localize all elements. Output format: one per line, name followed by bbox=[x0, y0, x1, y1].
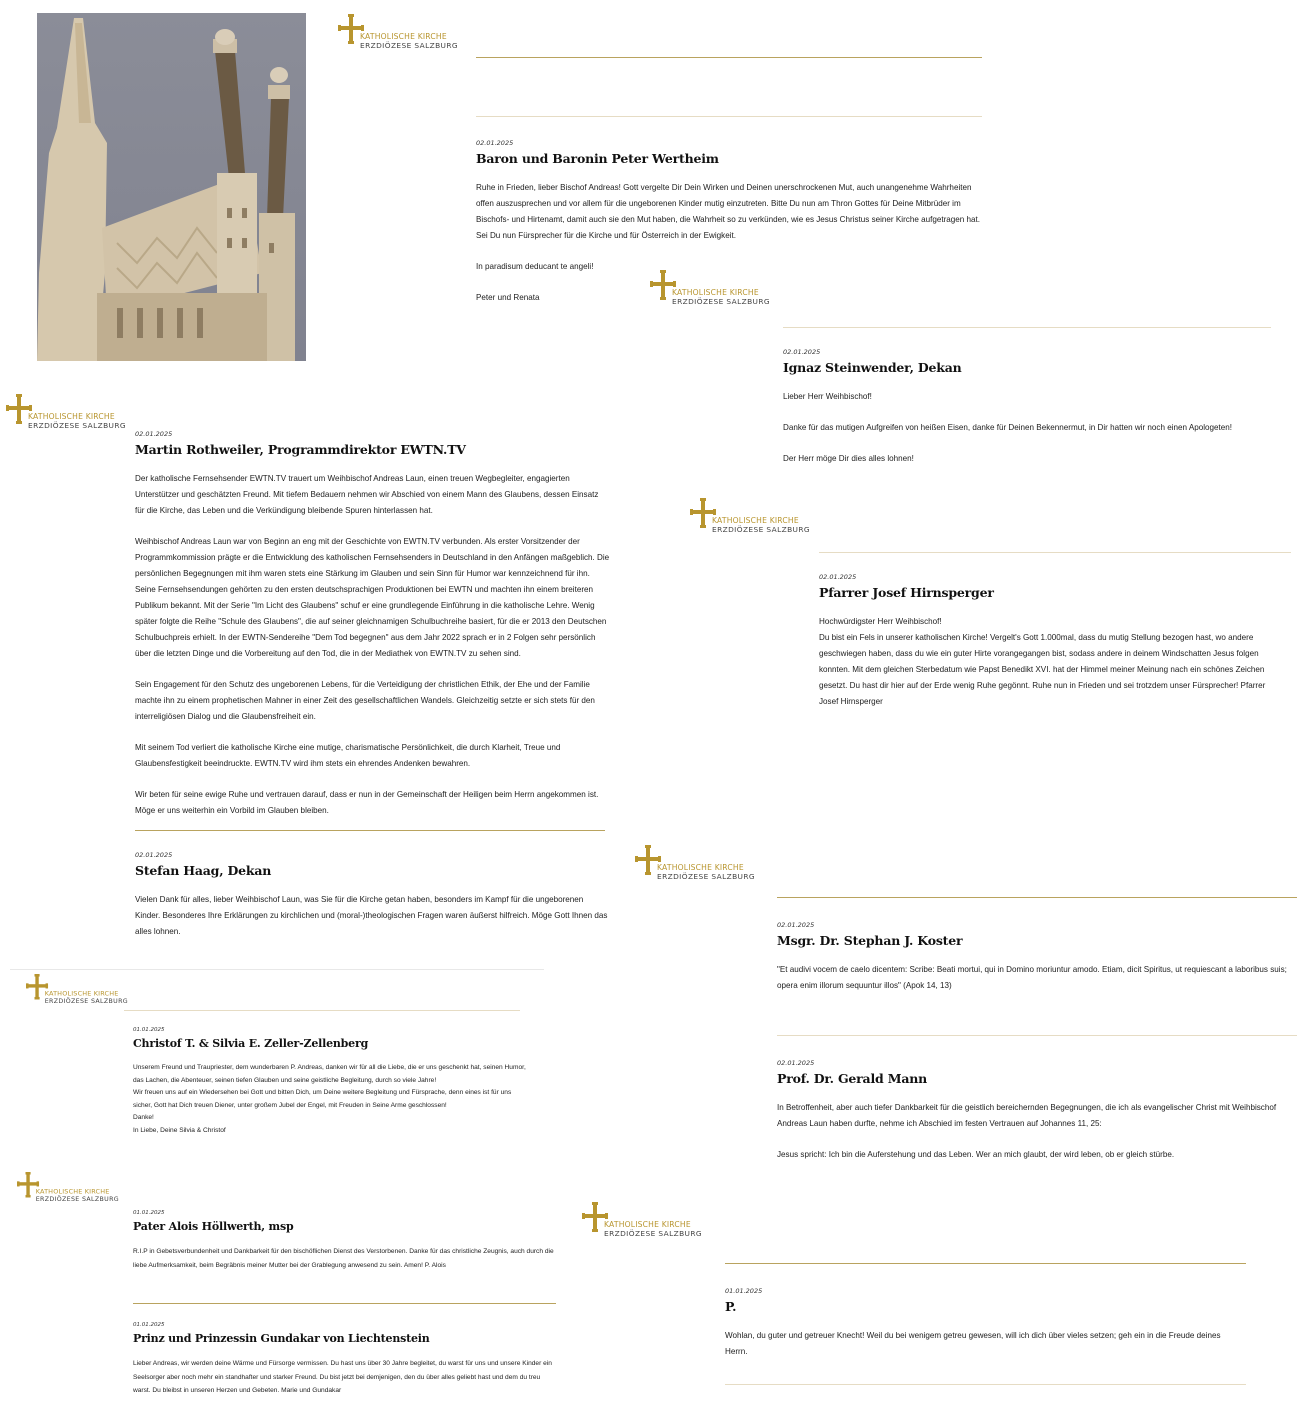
condolence-entry bbox=[783, 348, 1293, 467]
entry-text: Danke für das mutigen Aufgreifen von heißen Eisen, danke für Deinen Bekennermut, in Dir hatten wir noch einen Apologeten! bbox=[783, 423, 1233, 432]
divider bbox=[124, 1010, 520, 1011]
entry-date: 01.01.2025 bbox=[133, 1027, 165, 1033]
entry-text: Lieber Andreas, wir werden deine Wärme und Fürsorge vermissen. Du hast uns über 30 Jahre begleitet, du warst für uns und unsere Kinder ein Seelsorger aber noch mehr ein standhafter und starker Freund. Du bist jetzt bei demjenigen, den du über alles geliebt hast und dem du treu warst. Du bleibst in unseren Herzen und Gebeten. Marie und Gundakar bbox=[133, 1360, 552, 1394]
entry-text: Weihbischof Andreas Laun war von Beginn an eng mit der Geschichte von EWTN.TV verbunden. Als erster Vorsitzender der Programmkommission prägte er die Entwicklung des katholischen Fernsehsenders in Deutschland in den Anfängen maßgeblich. Die persönlichen Begegnungen mit ihm waren stets eine Stärkung im Glauben und sein Sinn für Humor war kennzeichnend für ihn. Seine Fernsehsendungen gehörten zu den ersten deutschsprachigen Produktionen bei EWTN und machten ihn einem breiteren Publikum bekannt. Mit der Serie "Im Licht des Glaubens" schuf er eine grundlegende Einführung in die katholische Lehre. Wenig später folgte die Reihe "Schule des Glaubens", die auf seiner gleichnamigen Schulbuchreihe basiert, für die er 2013 den Deutschen Schulbuchpreis erhielt. In der EWTN-Sendereihe "Dem Tod begegnen" aus dem Jahr 2022 sprach er in 2 Folgen sehr persönlich über die letzten Dinge und die Vorbereitung auf den Tod, die in der Mediathek von EWTN.TV zu sehen sind. bbox=[135, 537, 610, 658]
condolence-entry bbox=[133, 1210, 558, 1272]
condolence-entry bbox=[133, 1027, 528, 1137]
entry-author: Prof. Dr. Gerald Mann bbox=[777, 1071, 928, 1086]
brand-line-2: ERZDIÖZESE SALZBURG bbox=[360, 41, 459, 50]
brand-line-2: ERZDIÖZESE SALZBURG bbox=[28, 421, 127, 430]
entry-date: 02.01.2025 bbox=[777, 1059, 815, 1067]
entry-text: In Betroffenheit, aber auch tiefer Dankbarkeit für die geistlich bereichernden Begegnungen, die ich als evangelischer Christ mit Weihbischof Andreas Laun haben durfte, nehme ich Abschied im festen Vertrauen auf Johannes 11, 25: bbox=[777, 1103, 1277, 1128]
entry-text: Wohlan, du guter und getreuer Knecht! Weil du bei wenigem getreu gewesen, will ich dich über vieles setzen; geh ein in die Freude deines Herrn. bbox=[725, 1331, 1221, 1356]
brand-logo bbox=[338, 14, 459, 54]
entry-text: Der Herr möge Dir dies alles lohnen! bbox=[783, 454, 914, 463]
divider bbox=[476, 57, 982, 58]
entry-date: 02.01.2025 bbox=[476, 139, 514, 147]
brand-line-2: ERZDIÖZESE SALZBURG bbox=[604, 1229, 703, 1238]
divider bbox=[10, 969, 544, 970]
entry-text: Jesus spricht: Ich bin die Auferstehung und das Leben. Wer an mich glaubt, der wird leben, ob er gleich stürbe. bbox=[777, 1150, 1175, 1159]
entry-date: 01.01.2025 bbox=[725, 1287, 763, 1295]
entry-author: Pfarrer Josef Hirnsperger bbox=[819, 585, 994, 600]
entry-text: Der katholische Fernsehsender EWTN.TV trauert um Weihbischof Andreas Laun, einen treuen Wegbegleiter, engagierten Unterstützer und geschätzten Freund. Mit tiefem Bedauern nehmen wir Abschied von einem Mann des Glaubens, dessen Einsatz für die Kirche, das Leben und die Verkündigung bleibende Spuren hinterlassen hat. bbox=[135, 474, 599, 515]
divider bbox=[725, 1384, 1246, 1385]
entry-text: Lieber Herr Weihbischof! bbox=[783, 392, 872, 401]
entry-author: P. bbox=[725, 1299, 737, 1314]
cathedral-image bbox=[37, 13, 306, 361]
divider bbox=[783, 327, 1271, 328]
entry-text: Vielen Dank für alles, lieber Weihbischof Laun, was Sie für die Kirche getan haben, besonders im Kampf für die ungeborenen Kinder. Besonderes Ihre Erklärungen zu kirchlichen und (moral-)theologischen Fragen waren äußerst hilfreich. Möge Gott Ihnen das alles lohnen. bbox=[135, 895, 608, 936]
entry-date: 02.01.2025 bbox=[783, 348, 821, 356]
divider bbox=[133, 1303, 556, 1304]
entry-text: In paradisum deducant te angeli! bbox=[476, 262, 594, 271]
condolence-entry bbox=[135, 430, 610, 819]
brand-line-2: ERZDIÖZESE SALZBURG bbox=[672, 297, 771, 306]
divider bbox=[819, 552, 1291, 553]
entry-text: Mit seinem Tod verliert die katholische Kirche eine mutige, charismatische Persönlichkeit, die durch Klarheit, Treue und Glaubensfestigkeit beeindruckte. EWTN.TV wird ihm stets ein ehrendes Andenken bewahren. bbox=[135, 743, 561, 768]
entry-text: Sein Engagement für den Schutz des ungeborenen Lebens, für die Verteidigung der christlichen Ethik, der Ehe und der Familie machte ihn zu einem prophetischen Mahner in einer Zeit des gesellschaftlichen Wandels. Gleichzeitig setzte er sich stets für den interreligiösen Dialog und die Glaubensfreiheit ein. bbox=[135, 680, 595, 721]
brand-line-1: KATHOLISCHE KIRCHE bbox=[604, 1220, 691, 1229]
condolence-entry bbox=[476, 139, 986, 306]
entry-author: Ignaz Steinwender, Dekan bbox=[783, 360, 962, 375]
brand-logo bbox=[635, 845, 756, 885]
brand-logo bbox=[582, 1202, 703, 1242]
entry-author: Stefan Haag, Dekan bbox=[135, 863, 272, 878]
brand-logo bbox=[690, 498, 811, 538]
condolence-entry bbox=[777, 1059, 1299, 1163]
condolence-entry bbox=[725, 1287, 1240, 1360]
entry-date: 02.01.2025 bbox=[135, 851, 173, 859]
condolence-entry bbox=[135, 851, 610, 940]
brand-logo bbox=[6, 394, 127, 434]
entry-author: Martin Rothweiler, Programmdirektor EWTN.TV bbox=[135, 442, 466, 457]
divider bbox=[777, 897, 1297, 898]
cathedral-photo bbox=[37, 13, 306, 361]
entry-author: Christof T. & Silvia E. Zeller-Zellenberg bbox=[133, 1037, 369, 1050]
divider bbox=[135, 830, 605, 831]
divider bbox=[476, 116, 982, 117]
brand-line-1: KATHOLISCHE KIRCHE bbox=[35, 1187, 110, 1195]
entry-text: R.I.P in Gebetsverbundenheit und Dankbarkeit für den bischöflichen Dienst des Verstorbenen. Danke für das christliche Zeugnis, auch durch die liebe Aufmerksamkeit, beim Begräbnis meiner Mutter bei der Grablegung anwesend zu sein. Amen! P. Alois bbox=[133, 1248, 554, 1269]
brand-line-2: ERZDIÖZESE SALZBURG bbox=[44, 996, 129, 1005]
entry-author: Pater Alois Höllwerth, msp bbox=[133, 1220, 294, 1233]
entry-date: 01.01.2025 bbox=[133, 1210, 165, 1216]
entry-text: Ruhe in Frieden, lieber Bischof Andreas! Gott vergelte Dir Dein Wirken und Deinen unerschrockenen Mut, auch unangenehme Wahrheiten offen auszusprechen und vor allem für die ungeborenen Kinder mutig einzutreten. Bitte Du nun am Thron Gottes für Deine Mitbrüder im Bischofs- und Hirtenamt, damit auch sie den Mut haben, die Wahrheit so zu verkünden, wie es Jesus Christus seiner Kirche aufgetragen hat. Sei Du nun Fürsprecher für die Kirche und für Österreich in der Ewigkeit. bbox=[476, 183, 981, 240]
brand-logo bbox=[26, 974, 129, 1008]
entry-text: Unserem Freund und Traupriester, dem wunderbaren P. Andreas, danken wir für all die Liebe, die er uns geschenkt hat, seinen Humor, das Lachen, die Abenteuer, seinen tiefen Glauben und seine geistliche Begleitung, durch so viele Jahre! Wir freuen uns auf ein Wiedersehen bei Gott und bitten Dich, um Deine weitere Begleitung und Fürsprache, denn eines ist für uns sicher, Gott hat Dich treuen Diener, unter großem Jubel der Engel, mit Freuden in Seine Arme geschlossen! Danke! In Liebe, Deine Silvia & Christof bbox=[133, 1064, 526, 1134]
condolence-entry bbox=[819, 573, 1281, 710]
entry-author: Prinz und Prinzessin Gundakar von Liechtenstein bbox=[133, 1332, 430, 1345]
brand-line-1: KATHOLISCHE KIRCHE bbox=[360, 32, 447, 41]
entry-text: Hochwürdigster Herr Weihbischof! Du bist ein Fels in unserer katholischen Kirche! Vergelt's Gott 1.000mal, dass du mutig Stellung bezogen hast, wo andere geschwiegen haben, dass du wie ein guter Hirte vorangegangen bist, sodass andere in deinem Windschatten Jesus folgen konnten. Mit dem gleichen Sterbedatum wie Papst Benedikt XVI. hat der Himmel meiner Meinung nach ein schönes Zeichen gesetzt. Du hast dir hier auf der Erde wenig Ruhe gegönnt. Ruhe nun in Frieden und sei trotzdem unser Fürsprecher! Pfarrer Josef Hirnsperger bbox=[819, 617, 1266, 706]
entry-date: 02.01.2025 bbox=[135, 430, 173, 438]
brand-logo bbox=[17, 1172, 120, 1206]
entry-author: Msgr. Dr. Stephan J. Koster bbox=[777, 933, 963, 948]
brand-line-1: KATHOLISCHE KIRCHE bbox=[672, 288, 759, 297]
brand-line-2: ERZDIÖZESE SALZBURG bbox=[35, 1194, 120, 1203]
entry-text: "Et audivi vocem de caelo dicentem: Scribe: Beati mortui, qui in Domino moriuntur amodo. Etiam, dicit Spiritus, ut requiescant a laboribus suis; opera enim illorum sequuntur illos" (Apok 14, 13) bbox=[777, 965, 1287, 990]
brand-line-1: KATHOLISCHE KIRCHE bbox=[712, 516, 799, 525]
brand-line-2: ERZDIÖZESE SALZBURG bbox=[657, 872, 756, 881]
brand-line-1: KATHOLISCHE KIRCHE bbox=[657, 863, 744, 872]
entry-date: 02.01.2025 bbox=[777, 921, 815, 929]
entry-date: 01.01.2025 bbox=[133, 1322, 165, 1328]
brand-line-2: ERZDIÖZESE SALZBURG bbox=[712, 525, 811, 534]
condolence-entry bbox=[133, 1322, 558, 1398]
entry-text: Peter und Renata bbox=[476, 293, 540, 302]
divider bbox=[777, 1035, 1297, 1036]
entry-author: Baron und Baronin Peter Wertheim bbox=[476, 151, 719, 166]
entry-text: Wir beten für seine ewige Ruhe und vertrauen darauf, dass er nun in der Gemeinschaft der Heiligen beim Herrn angekommen ist. Möge er uns weiterhin ein Vorbild im Glauben bleiben. bbox=[135, 790, 599, 815]
brand-line-1: KATHOLISCHE KIRCHE bbox=[44, 989, 119, 997]
entry-date: 02.01.2025 bbox=[819, 573, 857, 581]
divider bbox=[725, 1263, 1246, 1264]
brand-line-1: KATHOLISCHE KIRCHE bbox=[28, 412, 115, 421]
condolence-entry bbox=[777, 921, 1299, 994]
